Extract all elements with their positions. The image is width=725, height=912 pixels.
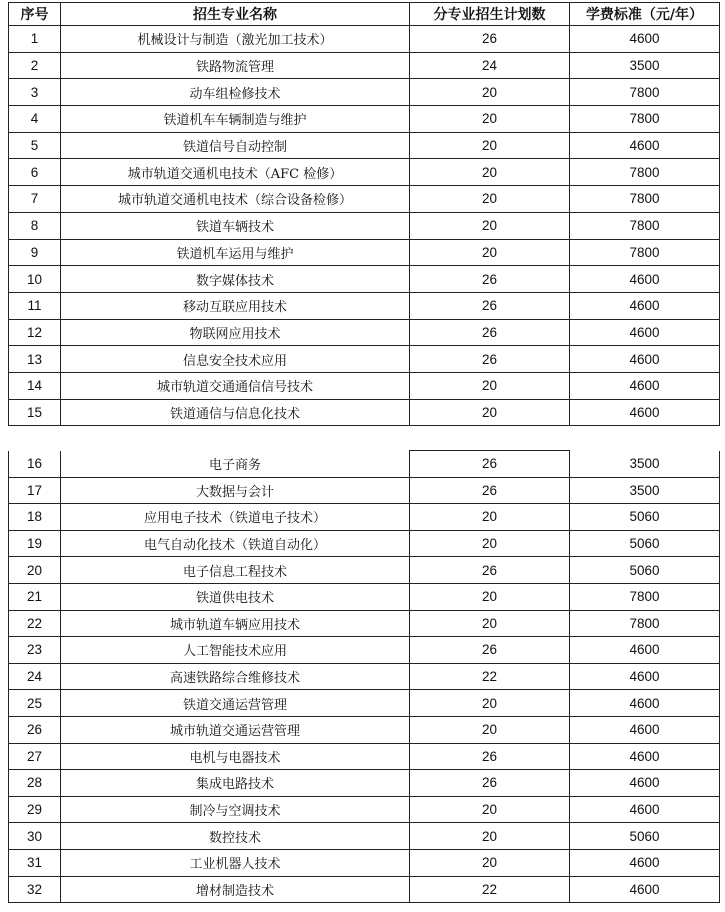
table-row (9, 690, 720, 717)
tuition-fee: 4600 (570, 266, 720, 293)
major-name: 信息安全技术应用 (61, 346, 410, 373)
tuition-fee: 4600 (570, 399, 720, 426)
row-number: 10 (9, 266, 61, 293)
table-row (9, 637, 720, 664)
row-number: 26 (9, 716, 61, 743)
plan-count: 26 (410, 637, 570, 664)
major-name: 铁道信号自动控制 (61, 132, 410, 159)
row-number: 19 (9, 530, 61, 557)
table-row (9, 477, 720, 504)
table-row (9, 186, 720, 213)
plan-count: 26 (410, 346, 570, 373)
row-number: 13 (9, 346, 61, 373)
major-name: 电气自动化技术（铁道自动化） (61, 530, 410, 557)
table-row (9, 52, 720, 79)
plan-count: 26 (410, 26, 570, 53)
plan-count: 20 (410, 159, 570, 186)
plan-count: 20 (410, 79, 570, 106)
plan-count: 26 (410, 319, 570, 346)
row-number: 3 (9, 79, 61, 106)
header-major: 招生专业名称 (61, 3, 410, 26)
plan-count: 26 (410, 557, 570, 584)
row-number: 31 (9, 849, 61, 876)
major-name: 铁道供电技术 (61, 583, 410, 610)
plan-count: 22 (410, 876, 570, 903)
major-name: 铁道机车车辆制造与维护 (61, 106, 410, 133)
major-name: 城市轨道交通机电技术（综合设备检修） (61, 186, 410, 213)
table-row (9, 346, 720, 373)
table-row (9, 132, 720, 159)
tuition-fee: 7800 (570, 583, 720, 610)
major-name: 物联网应用技术 (61, 319, 410, 346)
plan-count: 20 (410, 849, 570, 876)
row-number: 21 (9, 583, 61, 610)
table-row (9, 530, 720, 557)
plan-count: 24 (410, 52, 570, 79)
row-number: 32 (9, 876, 61, 903)
table-row (9, 451, 720, 478)
table-header-row (9, 3, 720, 26)
plan-count: 26 (410, 451, 570, 478)
major-name: 铁道交通运营管理 (61, 690, 410, 717)
major-name: 城市轨道交通运营管理 (61, 716, 410, 743)
major-name: 电子信息工程技术 (61, 557, 410, 584)
row-number: 12 (9, 319, 61, 346)
tuition-fee: 7800 (570, 159, 720, 186)
major-name: 集成电路技术 (61, 770, 410, 797)
plan-count: 20 (410, 610, 570, 637)
plan-count: 26 (410, 770, 570, 797)
major-name: 铁路物流管理 (61, 52, 410, 79)
row-number: 16 (9, 451, 61, 478)
tuition-fee: 4600 (570, 637, 720, 664)
row-number: 14 (9, 372, 61, 399)
table-row (9, 372, 720, 399)
major-name: 铁道通信与信息化技术 (61, 399, 410, 426)
plan-count: 26 (410, 743, 570, 770)
plan-count: 20 (410, 132, 570, 159)
major-name: 大数据与会计 (61, 477, 410, 504)
table-row (9, 79, 720, 106)
table-row (9, 212, 720, 239)
tuition-fee: 3500 (570, 477, 720, 504)
table-row (9, 26, 720, 53)
tuition-fee: 7800 (570, 212, 720, 239)
plan-count: 20 (410, 796, 570, 823)
tuition-fee: 5060 (570, 557, 720, 584)
row-number: 25 (9, 690, 61, 717)
row-number: 9 (9, 239, 61, 266)
row-number: 24 (9, 663, 61, 690)
major-name: 高速铁路综合维修技术 (61, 663, 410, 690)
plan-count: 26 (410, 292, 570, 319)
table-row (9, 663, 720, 690)
tuition-fee: 4600 (570, 796, 720, 823)
tuition-fee: 5060 (570, 823, 720, 850)
table-row (9, 770, 720, 797)
tuition-fee: 7800 (570, 239, 720, 266)
table-row (9, 716, 720, 743)
table-row (9, 319, 720, 346)
row-number: 23 (9, 637, 61, 664)
major-name: 增材制造技术 (61, 876, 410, 903)
major-name: 人工智能技术应用 (61, 637, 410, 664)
table-row (9, 583, 720, 610)
tuition-fee: 4600 (570, 26, 720, 53)
tuition-fee: 5060 (570, 530, 720, 557)
major-name: 数字媒体技术 (61, 266, 410, 293)
plan-count: 20 (410, 106, 570, 133)
row-number: 4 (9, 106, 61, 133)
tuition-fee: 4600 (570, 770, 720, 797)
tuition-fee: 4600 (570, 132, 720, 159)
tuition-fee: 4600 (570, 346, 720, 373)
table-row (9, 823, 720, 850)
tuition-fee: 5060 (570, 504, 720, 531)
tuition-fee: 7800 (570, 610, 720, 637)
major-name: 城市轨道车辆应用技术 (61, 610, 410, 637)
table-row (9, 557, 720, 584)
tuition-fee: 3500 (570, 52, 720, 79)
major-name: 城市轨道交通通信信号技术 (61, 372, 410, 399)
tuition-fee: 4600 (570, 876, 720, 903)
table-row (9, 849, 720, 876)
table-row (9, 159, 720, 186)
major-name: 铁道车辆技术 (61, 212, 410, 239)
table-row (9, 876, 720, 903)
row-number: 2 (9, 52, 61, 79)
tuition-fee: 4600 (570, 292, 720, 319)
tuition-fee: 7800 (570, 79, 720, 106)
tuition-fee: 7800 (570, 186, 720, 213)
plan-count: 20 (410, 690, 570, 717)
row-number: 15 (9, 399, 61, 426)
row-number: 5 (9, 132, 61, 159)
table-row (9, 504, 720, 531)
major-name: 铁道机车运用与维护 (61, 239, 410, 266)
major-name: 制冷与空调技术 (61, 796, 410, 823)
plan-count: 20 (410, 530, 570, 557)
plan-count: 20 (410, 239, 570, 266)
plan-count: 26 (410, 477, 570, 504)
plan-count: 20 (410, 716, 570, 743)
plan-count: 20 (410, 583, 570, 610)
row-number: 22 (9, 610, 61, 637)
table-row (9, 266, 720, 293)
row-number: 29 (9, 796, 61, 823)
plan-count: 22 (410, 663, 570, 690)
row-number: 28 (9, 770, 61, 797)
tuition-fee: 4600 (570, 663, 720, 690)
tuition-fee: 4600 (570, 372, 720, 399)
major-name: 城市轨道交通机电技术（AFC 检修） (61, 159, 410, 186)
header-plan: 分专业招生计划数 (410, 3, 570, 26)
row-number: 20 (9, 557, 61, 584)
table-row (9, 399, 720, 426)
tuition-fee: 4600 (570, 849, 720, 876)
tuition-fee: 4600 (570, 690, 720, 717)
major-name: 应用电子技术（铁道电子技术） (61, 504, 410, 531)
tuition-fee: 4600 (570, 319, 720, 346)
row-number: 18 (9, 504, 61, 531)
tuition-fee: 7800 (570, 106, 720, 133)
major-name: 工业机器人技术 (61, 849, 410, 876)
enrollment-table-part1 (8, 2, 720, 426)
header-seq: 序号 (9, 3, 61, 26)
tuition-fee: 4600 (570, 743, 720, 770)
row-number: 7 (9, 186, 61, 213)
plan-count: 20 (410, 186, 570, 213)
major-name: 机械设计与制造（激光加工技术） (61, 26, 410, 53)
row-number: 30 (9, 823, 61, 850)
row-number: 8 (9, 212, 61, 239)
table-row (9, 796, 720, 823)
table-row (9, 743, 720, 770)
major-name: 数控技术 (61, 823, 410, 850)
table-row (9, 239, 720, 266)
row-number: 11 (9, 292, 61, 319)
table-row (9, 106, 720, 133)
major-name: 动车组检修技术 (61, 79, 410, 106)
table-row (9, 610, 720, 637)
major-name: 移动互联应用技术 (61, 292, 410, 319)
row-number: 27 (9, 743, 61, 770)
enrollment-table-part2 (8, 450, 720, 903)
table-row (9, 292, 720, 319)
tuition-fee: 4600 (570, 716, 720, 743)
plan-count: 20 (410, 399, 570, 426)
plan-count: 20 (410, 504, 570, 531)
tuition-fee: 3500 (570, 451, 720, 478)
row-number: 6 (9, 159, 61, 186)
plan-count: 20 (410, 212, 570, 239)
row-number: 1 (9, 26, 61, 53)
plan-count: 26 (410, 266, 570, 293)
plan-count: 20 (410, 372, 570, 399)
row-number: 17 (9, 477, 61, 504)
major-name: 电子商务 (61, 451, 410, 478)
plan-count: 20 (410, 823, 570, 850)
header-fee: 学费标准（元/年） (570, 3, 720, 26)
major-name: 电机与电器技术 (61, 743, 410, 770)
